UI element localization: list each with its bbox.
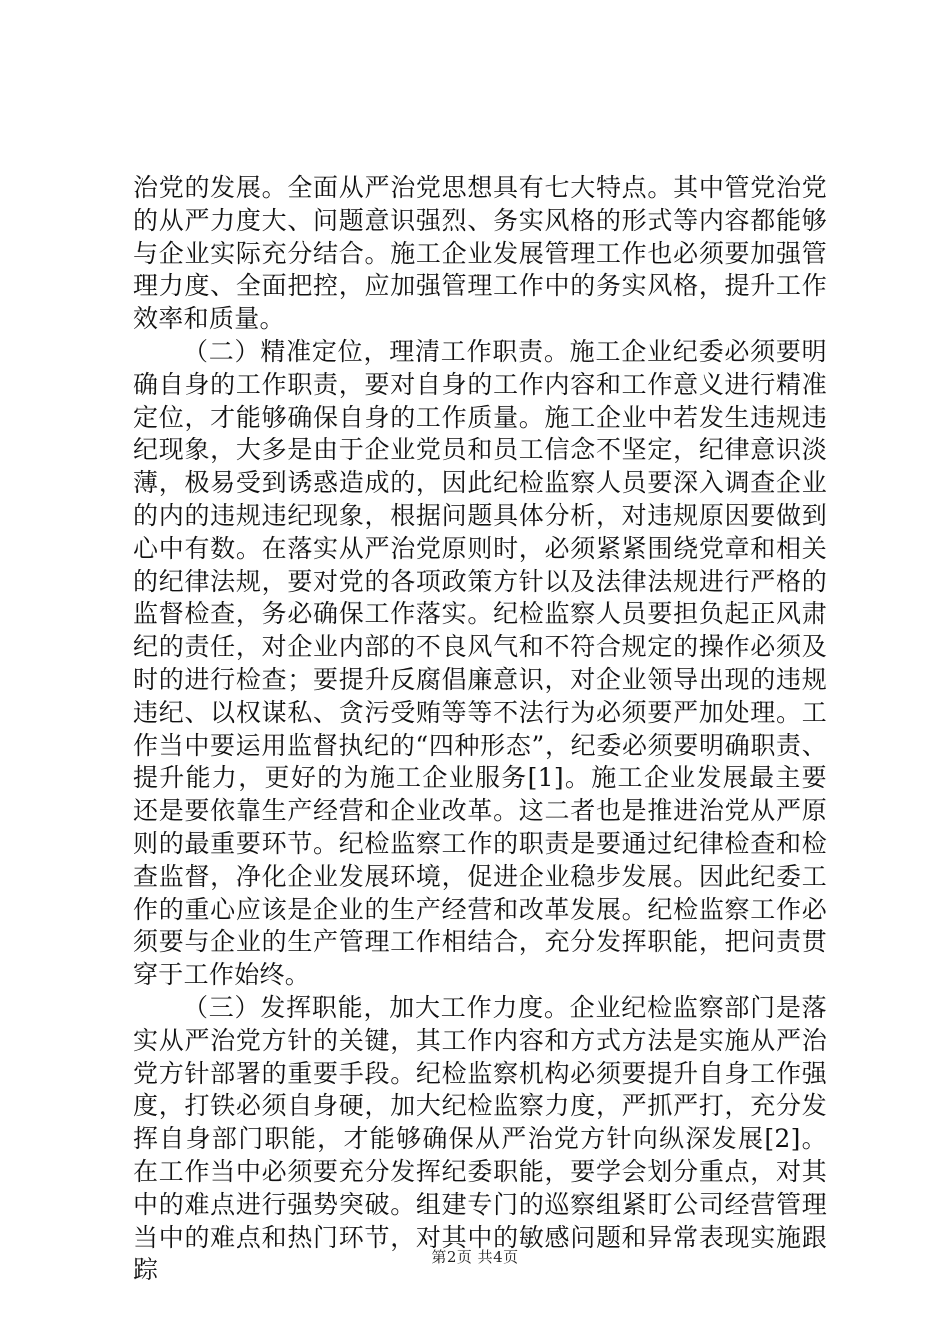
paragraph-continuation: 治党的发展。全面从严治党思想具有七大特点。其中管党治党的从严力度大、问题意识强烈、务实风格的形式等内容都能够与企业实际充分结合。施工企业发展管理工作也必须要加强管理力度、全面把控，应加强管理工作中的务实风格，提升工作效率和质量。 bbox=[133, 173, 827, 334]
paragraph-section-three: （三）发挥职能，加大工作力度。企业纪检监察部门是落实从严治党方针的关键，其工作内容和方式方法是实施从严治党方针部署的重要手段。纪检监察机构必须要提升自身工作强度，打铁必须自身硬，加大纪检监察力度，严抓严打，充分发挥自身部门职能，才能够确保从严治党方针向纵深发展[2]。在工作当中必须要充分发挥纪委职能，要学会划分重点，对其中的难点进行强势突破。组建专门的巡察组紧盯公司经营管理当中的难点和热门环节，对其中的敏感问题和异常表现实施跟踪 bbox=[133, 992, 827, 1285]
page-footer: 第2页 共4页 bbox=[431, 1248, 519, 1266]
paragraph-section-two: （二）精准定位，理清工作职责。施工企业纪委必须要明确自身的工作职责，要对自身的工作内容和工作意义进行精准定位，才能够确保自身的工作质量。施工企业中若发生违规违纪现象，大多是由于企业党员和员工信念不坚定，纪律意识淡薄，极易受到诱惑造成的，因此纪检监察人员要深入调查企业的内的违规违纪现象，根据问题具体分析，对违规原因要做到心中有数。在落实从严治党原则时，必须紧紧围绕党章和相关的纪律法规，要对党的各项政策方针以及法律法规进行严格的监督检查，务必确保工作落实。纪检监察人员要担负起正风肃纪的责任，对企业内部的不良风气和不符合规定的操作必须及时的进行检查；要提升反腐倡廉意识，对企业领导出现的违规违纪、以权谋私、贪污受贿等等不法行为必须要严加处理。工作当中要运用监督执纪的“四种形态”，纪委必须要明确职责、提升能力，更好的为施工企业服务[1]。施工企业发展最主要还是要依靠生产经营和企业改革。这二者也是推进治党从严原则的最重要环节。纪检监察工作的职责是要通过纪律检查和检查监督，净化企业发展环境，促进企业稳步发展。因此纪委工作的重心应该是企业的生产经营和改革发展。纪检监察工作必须要与企业的生产管理工作相结合，充分发挥职能，把问责贯穿于工作始终。 bbox=[133, 336, 827, 990]
document-body bbox=[133, 172, 827, 1287]
